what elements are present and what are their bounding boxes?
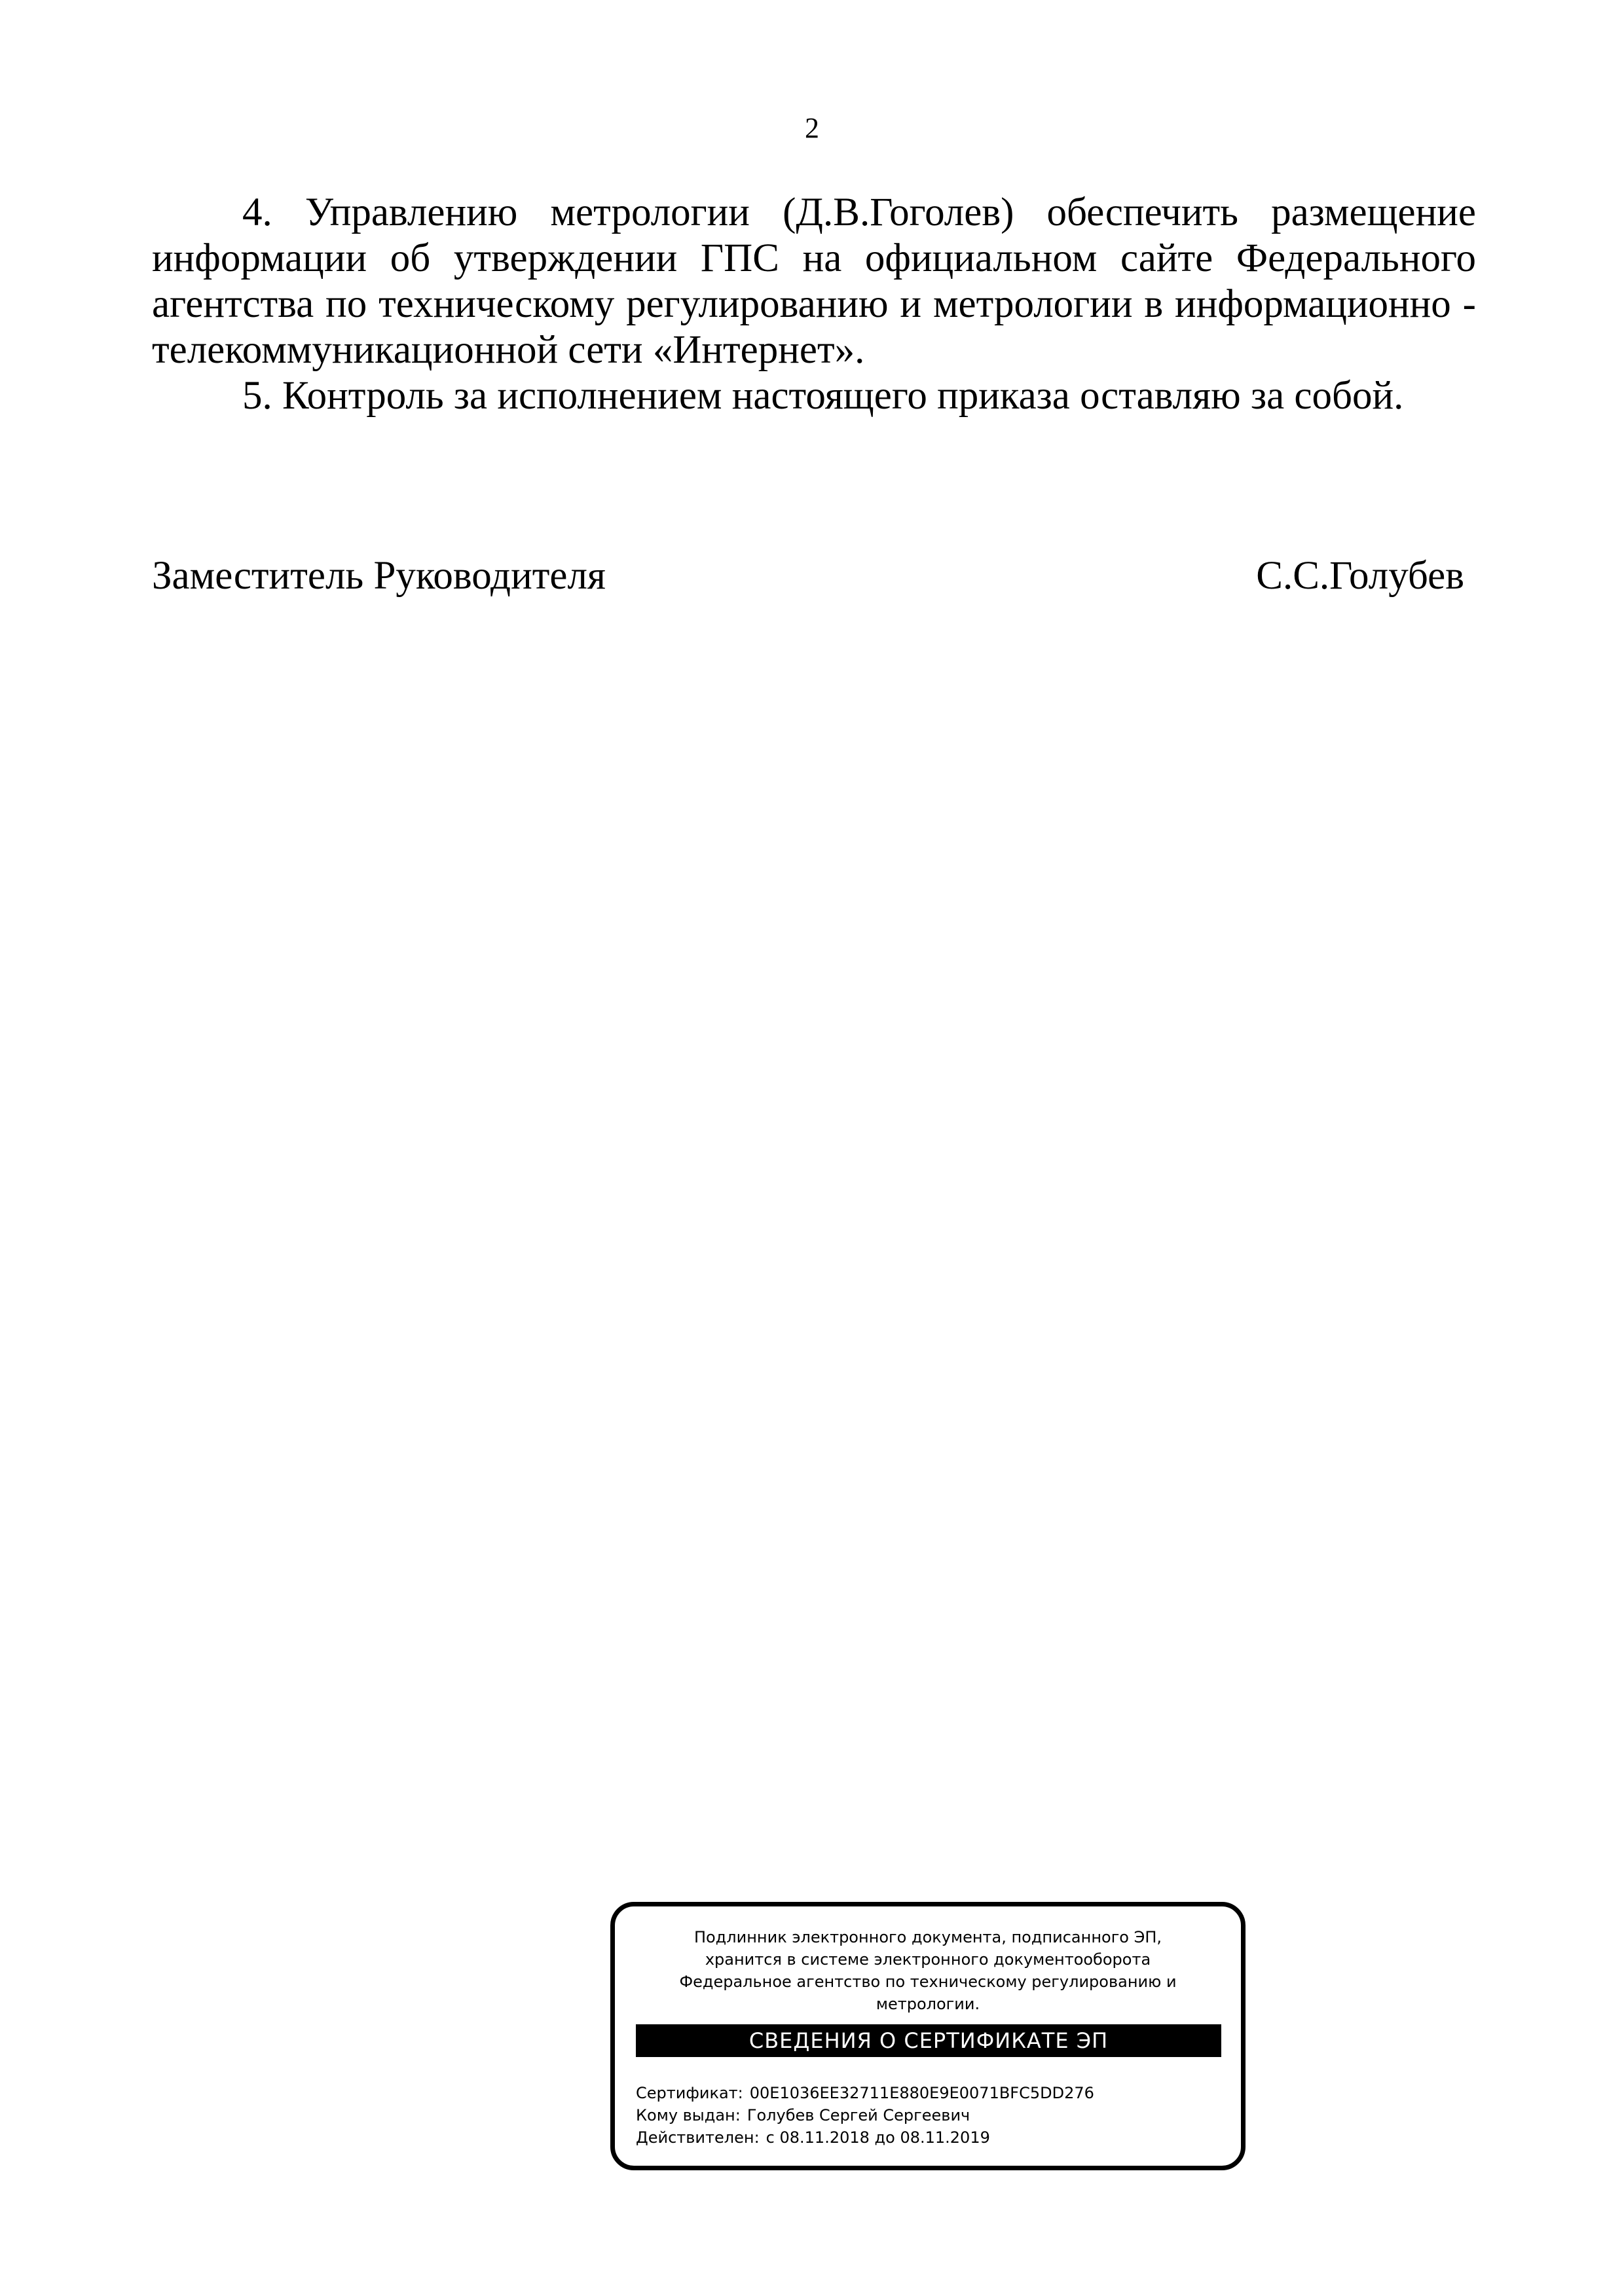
- signature-block: [152, 553, 1464, 599]
- validity-value: с 08.11.2018 до 08.11.2019: [766, 2128, 990, 2147]
- certificate-header-bar: СВЕДЕНИЯ О СЕРТИФИКАТЕ ЭП: [636, 2024, 1221, 2057]
- paragraph-5: 5. Контроль за исполнением настоящего приказа оставляю за собой.: [242, 374, 1404, 418]
- stamp-notice-line: хранится в системе электронного документооборота: [705, 1950, 1151, 1969]
- validity-label: Действителен:: [636, 2128, 760, 2147]
- paragraph-4: 4. Управлению метрологии (Д.В.Гоголев) обеспечить размещение информации об утверждении ГПС на официальном сайте Федерального агентства по техническому регулированию и метрологии в информационно - телекоммуникационной сети «Интернет».: [152, 191, 1476, 372]
- document-body: [152, 190, 1476, 419]
- page-number: 2: [805, 112, 819, 144]
- stamp-notice-line: метрологии.: [876, 1995, 980, 2013]
- validity-row: [636, 2126, 1221, 2149]
- stamp-notice-line: Федеральное агентство по техническому регулированию и: [679, 1973, 1177, 1991]
- certificate-label: Сертификат:: [636, 2084, 743, 2102]
- stamp-notice: [635, 1926, 1221, 2015]
- issued-to-value: Голубев Сергей Сергеевич: [747, 2106, 970, 2124]
- certificate-value: 00E1036EE32711E880E9E0071BFC5DD276: [749, 2084, 1094, 2102]
- signatory-name: С.С.Голубев: [1256, 554, 1464, 598]
- issued-to-row: [636, 2104, 1221, 2126]
- signatory-position: Заместитель Руководителя: [152, 554, 606, 598]
- electronic-signature-stamp: [610, 1902, 1246, 2170]
- stamp-notice-line: Подлинник электронного документа, подписанного ЭП,: [693, 1928, 1162, 1946]
- certificate-row: [636, 2082, 1221, 2104]
- issued-to-label: Кому выдан:: [636, 2106, 741, 2124]
- certificate-details: [636, 2082, 1221, 2149]
